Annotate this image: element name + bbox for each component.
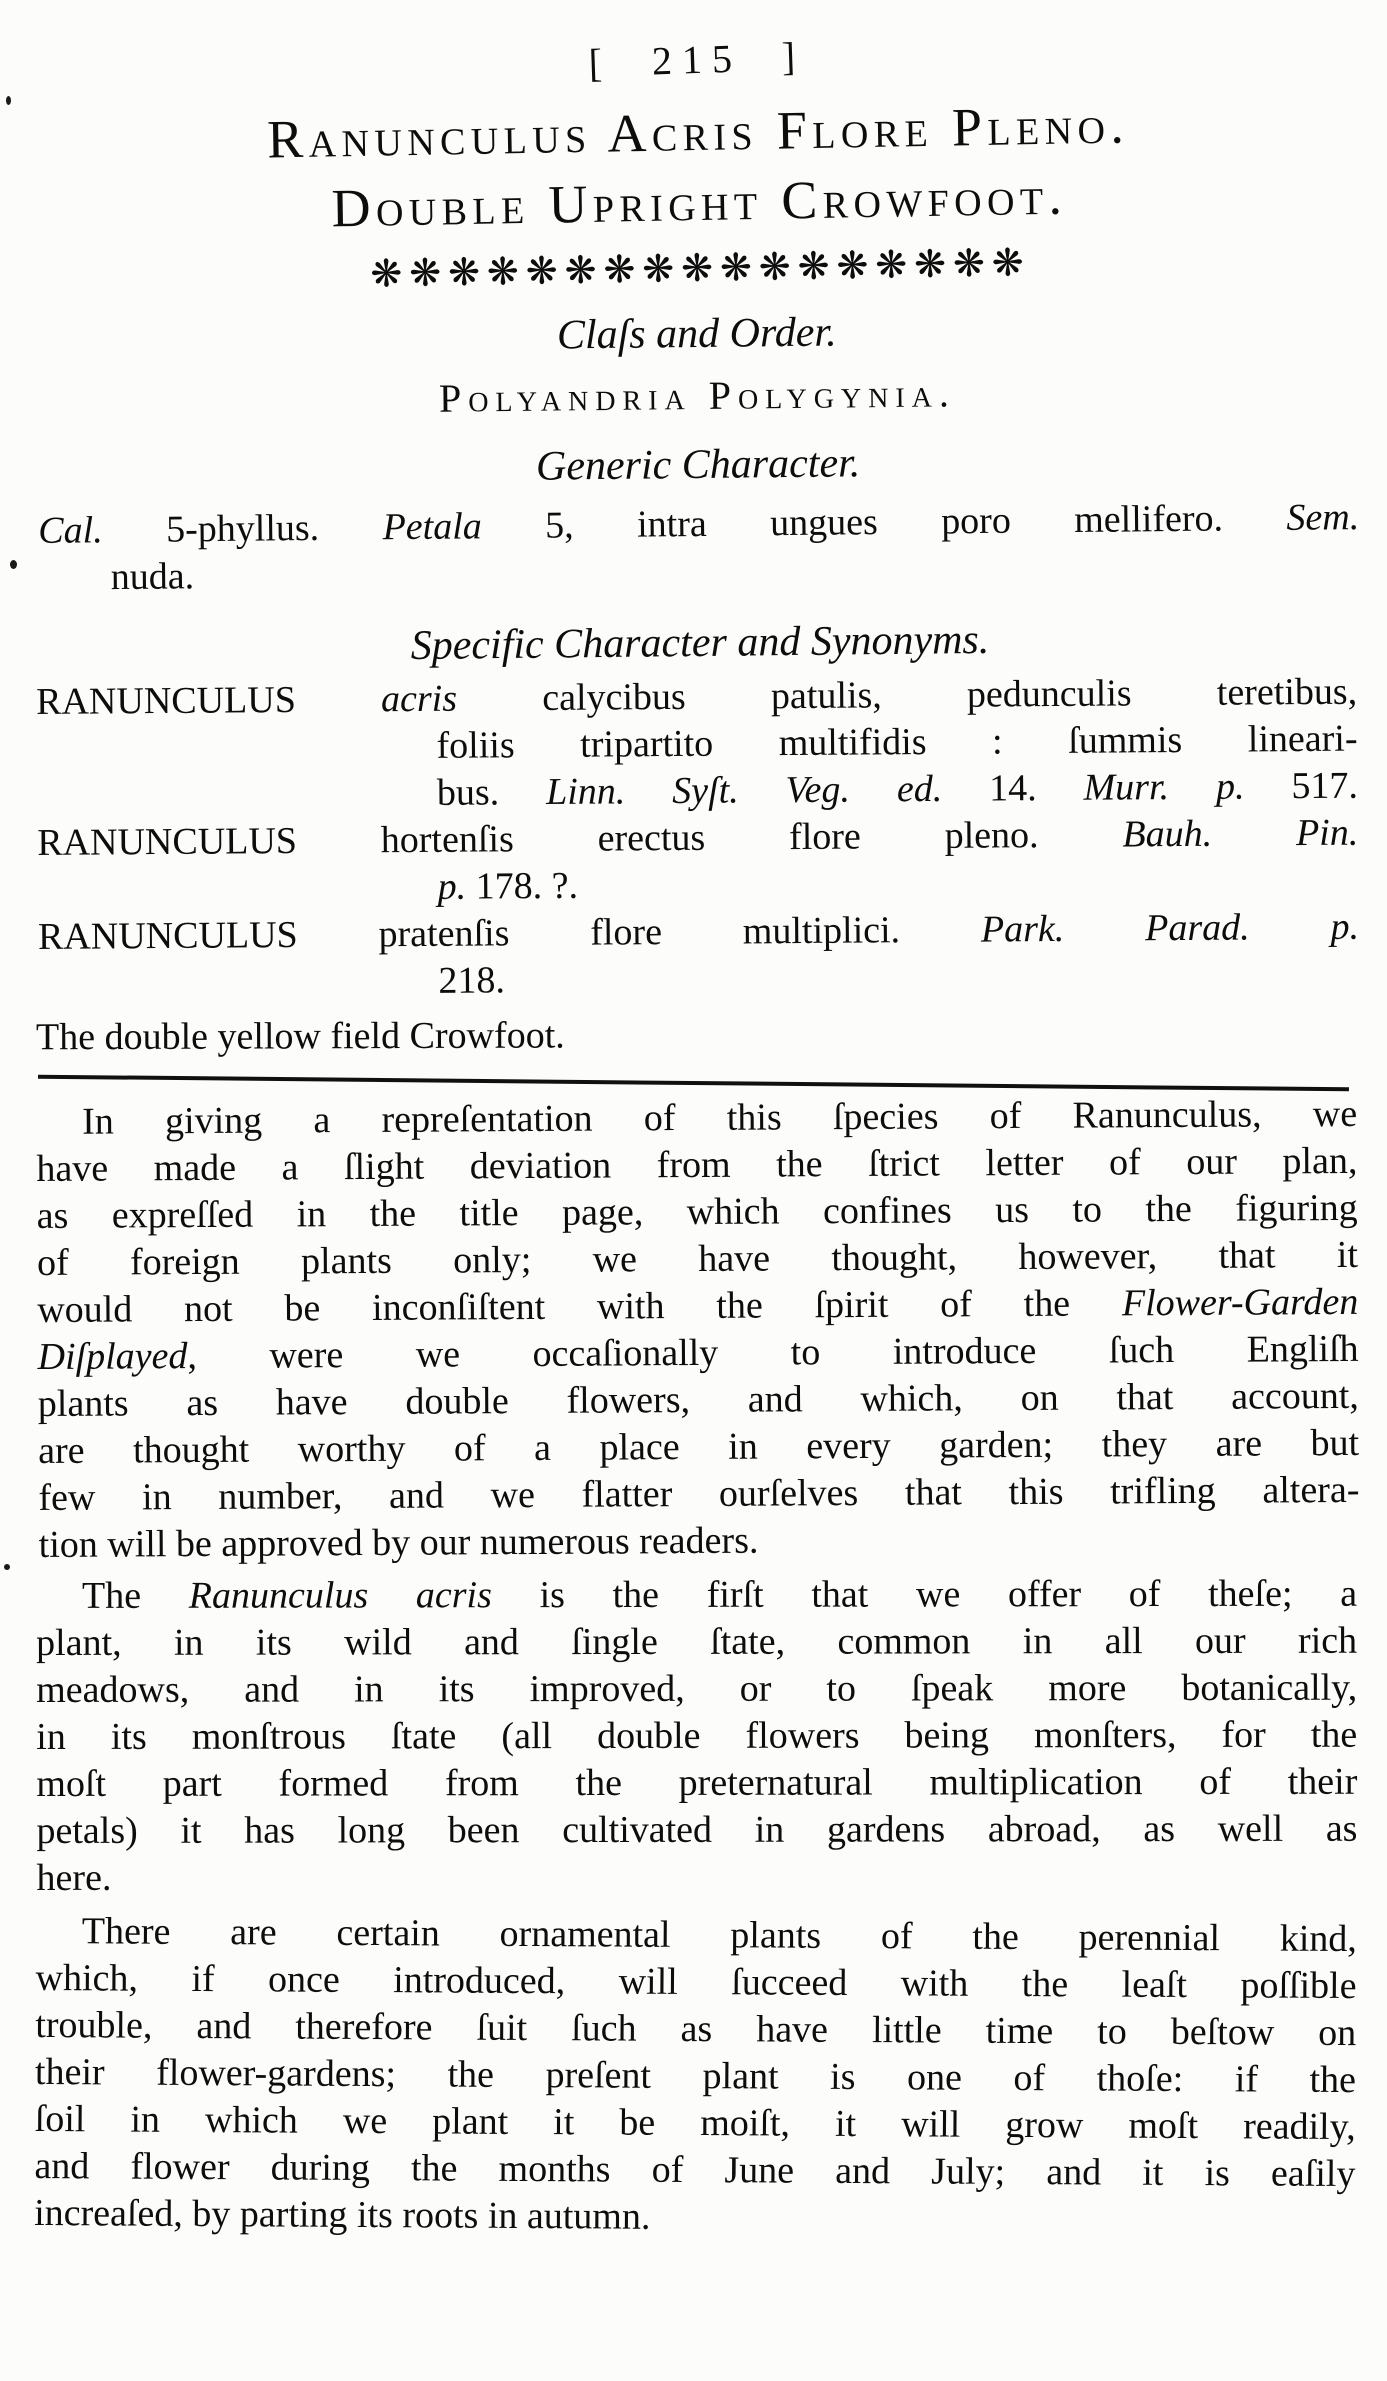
text-line <box>36 1712 1357 1761</box>
text-line <box>36 1091 1357 1146</box>
text-line <box>37 1326 1358 1381</box>
text-segment: Linn. Syſt. Veg. ed. <box>545 767 943 814</box>
text-segment: RANUNCULUS <box>36 678 382 724</box>
text-segment: Park. Parad. p. <box>980 905 1360 951</box>
text-segment: 14. <box>942 766 1084 810</box>
ink-speck <box>10 560 17 569</box>
text-line <box>38 1420 1359 1475</box>
text-segment: is the firſt that we offer of theſe; a <box>491 1572 1358 1617</box>
text-line <box>36 1571 1357 1620</box>
text-segment: 178. ?. <box>475 864 579 908</box>
text-line <box>36 1908 1357 1963</box>
text-segment: acris <box>380 677 458 721</box>
taxonomy-section <box>36 301 1361 676</box>
generic-character-text <box>38 494 1360 602</box>
text-segment: bus. <box>436 771 547 814</box>
text-segment: trouble, and therefore ſuit ſuch as have little time to beſtow on <box>35 2004 1357 2055</box>
text-line <box>37 1279 1358 1334</box>
text-line <box>39 1514 1360 1569</box>
text-segment: plants as have double flowers, and which, on that account, <box>37 1375 1359 1426</box>
text-segment: meadows, and in its improved, or to ſpeak more botanically, <box>36 1666 1358 1712</box>
text-line <box>35 1955 1356 2010</box>
text-segment: as expreſſed in the title page, which confines us to the figuring <box>36 1187 1358 1238</box>
synonym-entry-2 <box>37 810 1359 914</box>
text-line <box>35 2096 1356 2151</box>
text-line <box>34 2143 1355 2198</box>
text-line <box>35 2002 1356 2057</box>
text-segment: petals) it has long been cultivated in gardens abroad, as well as <box>36 1807 1358 1853</box>
text-segment: moſt part formed from the preternatural multiplication of their <box>36 1760 1358 1806</box>
text-segment: here. <box>36 1856 112 1900</box>
text-segment: Ranunculus acris <box>188 1574 492 1617</box>
text-segment: have made a ſlight deviation from the ſtrict letter of our plan, <box>36 1140 1358 1191</box>
text-segment: Flower-Garden <box>1121 1281 1359 1325</box>
text-line <box>36 1759 1357 1808</box>
synonym-entry-3 <box>38 904 1360 1008</box>
text-segment: , were we occaſionally to introduce ſuch Engliſh <box>187 1328 1359 1378</box>
text-line <box>36 1618 1357 1667</box>
text-segment: ſoil in which we plant it be moiſt, it will grow moſt readily, <box>34 2098 1356 2149</box>
section-heading-specific-character: Specific Character and Synonyms. <box>410 616 990 669</box>
text-segment: would not be inconſiſtent with the ſpirit of the <box>37 1282 1123 1332</box>
text-segment: Diſplayed <box>37 1335 188 1379</box>
section-heading-class-order: Claſs and Order. <box>556 309 837 359</box>
page-header <box>36 24 1361 303</box>
title-english: Double Upright Crowfoot. <box>330 165 1068 238</box>
text-line <box>36 1806 1357 1855</box>
text-segment: The <box>82 1574 189 1618</box>
text-segment: and flower during the months of June and July; and it is eaſily <box>34 2145 1356 2196</box>
text-line <box>38 1373 1359 1428</box>
text-line <box>436 716 1357 770</box>
text-segment: 5, intra ungues poro mellifero. <box>481 496 1287 547</box>
text-segment: calycibus patulis, pedunculis teretibus, <box>456 670 1358 720</box>
section-heading-generic-character: Generic Character. <box>535 439 861 489</box>
text-line <box>34 2190 1355 2245</box>
text-line <box>37 1232 1358 1287</box>
paragraph-2 <box>36 1571 1358 1902</box>
text-segment: 5-phyllus. <box>102 505 383 551</box>
text-segment: foliis tripartito multifidis : ſummis lineari- <box>436 717 1358 767</box>
synonym-entry-1 <box>36 669 1358 820</box>
paragraph-1 <box>36 1091 1360 1569</box>
ornament-divider: ❋❋❋❋❋❋❋❋❋❋❋❋❋❋❋❋❋ <box>370 240 1032 296</box>
text-segment: which, if once introduced, will ſucceed with the leaſt poſſible <box>35 1957 1357 2008</box>
text-segment: Bauh. Pin. <box>1122 811 1359 856</box>
text-line <box>437 763 1358 817</box>
class-order-value: Polyandria Polygynia. <box>438 369 957 420</box>
divider-rule <box>38 1075 1349 1092</box>
paragraph-3 <box>34 1908 1357 2245</box>
text-line <box>437 857 1358 911</box>
text-segment: increaſed, by parting its roots in autumn. <box>34 2192 651 2238</box>
text-segment: Cal. <box>38 508 103 552</box>
text-segment: their flower-gardens; the preſent plant is one of thoſe: if the <box>34 2051 1357 2102</box>
text-line <box>36 1853 1357 1902</box>
text-line <box>36 1138 1357 1193</box>
common-name: The double yellow field Crowfoot. <box>35 1014 565 1059</box>
text-segment: are thought worthy of a place in every garden; they are but <box>38 1422 1360 1473</box>
ink-speck <box>4 1564 10 1570</box>
page-number: [ 215 ] <box>587 33 806 86</box>
text-segment: RANUNCULUS hortenſis erectus flore pleno. <box>37 813 1123 865</box>
synonym-entries <box>36 669 1360 1008</box>
text-segment: of foreign plants only; we have thought, however, that it <box>36 1234 1359 1285</box>
text-line <box>36 1665 1357 1714</box>
text-segment: 517. <box>1244 764 1359 808</box>
text-segment: few in number, and we flatter ourſelves that this trifling altera- <box>38 1469 1360 1520</box>
text-segment: p. <box>437 865 476 908</box>
text-segment: 218. <box>438 959 506 1002</box>
title-latin: Ranunculus Acris Flore Pleno. <box>266 94 1130 170</box>
text-segment: Petala <box>382 504 482 548</box>
text-segment: Murr. p. <box>1083 765 1245 809</box>
text-segment: in its monſtrous ſtate (all double flowers being monſters, for the <box>36 1713 1358 1759</box>
text-line <box>37 1185 1358 1240</box>
text-segment: There are certain ornamental plants of the perennial kind, <box>81 1910 1357 1961</box>
ink-speck <box>6 96 11 105</box>
text-line <box>438 951 1359 1005</box>
text-segment: plant, in its wild and ſingle ſtate, common in all our rich <box>36 1619 1358 1665</box>
text-segment: tion will be approved by our numerous readers. <box>38 1519 759 1567</box>
text-line <box>38 1467 1359 1522</box>
text-segment: Sem. <box>1286 495 1360 539</box>
text-segment: RANUNCULUS pratenſis flore multiplici. <box>37 908 982 959</box>
text-segment: In giving a repreſentation of this ſpecies of Ranunculus, we <box>82 1093 1358 1143</box>
text-line <box>35 2049 1356 2104</box>
text-line: nuda. <box>110 554 195 598</box>
